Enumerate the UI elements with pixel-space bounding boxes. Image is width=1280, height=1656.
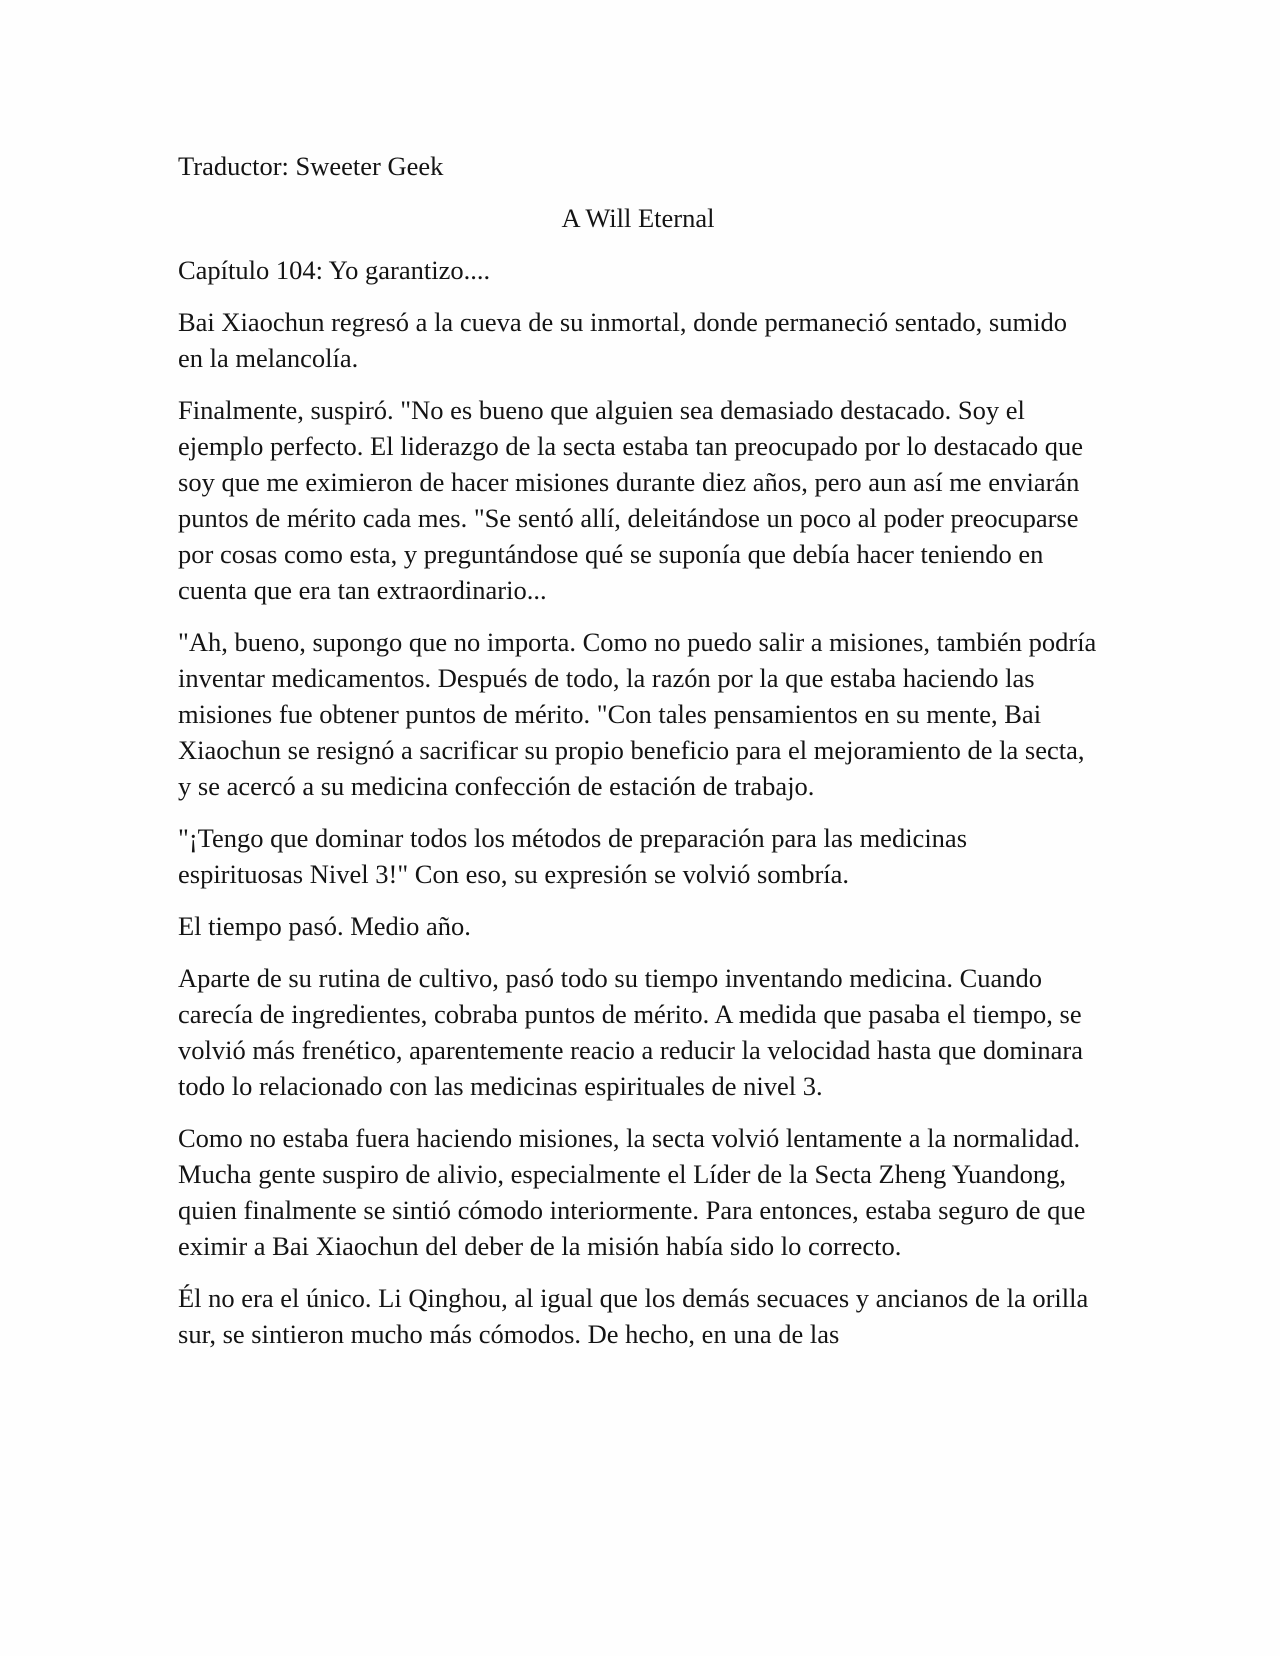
paragraph: El tiempo pasó. Medio año. xyxy=(178,911,471,941)
document-body xyxy=(178,148,1098,1368)
paragraph: "Ah, bueno, supongo que no importa. Como no puedo salir a misiones, también podría inventar medicamentos. Después de todo, la razón por la que estaba haciendo las misiones fue obtener puntos de mérito. "Con tales pensamientos en su mente, Bai Xiaochun se resignó a sacrificar su propio beneficio para el mejoramiento de la secta, y se acercó a su medicina confección de estación de trabajo. xyxy=(178,627,1097,801)
paragraph: "¡Tengo que dominar todos los métodos de preparación para las medicinas espirituosas Nivel 3!" Con eso, su expresión se volvió sombría. xyxy=(178,823,968,889)
chapter-heading: Capítulo 104: Yo garantizo.... xyxy=(178,255,491,285)
translator-credit: Traductor: Sweeter Geek xyxy=(178,151,444,181)
paragraph: Como no estaba fuera haciendo misiones, la secta volvió lentamente a la normalidad. Mucha gente suspiro de alivio, especialmente el Líder de la Secta Zheng Yuandong, quien finalmente se sintió cómodo interiormente. Para entonces, estaba seguro de que eximir a Bai Xiaochun del deber de la misión había sido lo correcto. xyxy=(178,1123,1086,1261)
paragraph: Finalmente, suspiró. "No es bueno que alguien sea demasiado destacado. Soy el ejemplo perfecto. El liderazgo de la secta estaba tan preocupado por lo destacado que soy que me eximieron de hacer misiones durante diez años, pero aun así me enviarán puntos de mérito cada mes. "Se sentó allí, deleitándose un poco al poder preocuparse por cosas como esta, y preguntándose qué se suponía que debía hacer teniendo en cuenta que era tan extraordinario... xyxy=(178,395,1084,605)
paragraph: Aparte de su rutina de cultivo, pasó todo su tiempo inventando medicina. Cuando carecía de ingredientes, cobraba puntos de mérito. A medida que pasaba el tiempo, se volvió más frenético, aparentemente reacio a reducir la velocidad hasta que dominara todo lo relacionado con las medicinas espirituales de nivel 3. xyxy=(178,963,1083,1101)
paragraph: Bai Xiaochun regresó a la cueva de su inmortal, donde permaneció sentado, sumido en la melancolía. xyxy=(178,307,1067,373)
book-title: A Will Eternal xyxy=(561,203,715,233)
paragraph: Él no era el único. Li Qinghou, al igual que los demás secuaces y ancianos de la orilla sur, se sintieron mucho más cómodos. De hecho, en una de las xyxy=(178,1283,1089,1349)
